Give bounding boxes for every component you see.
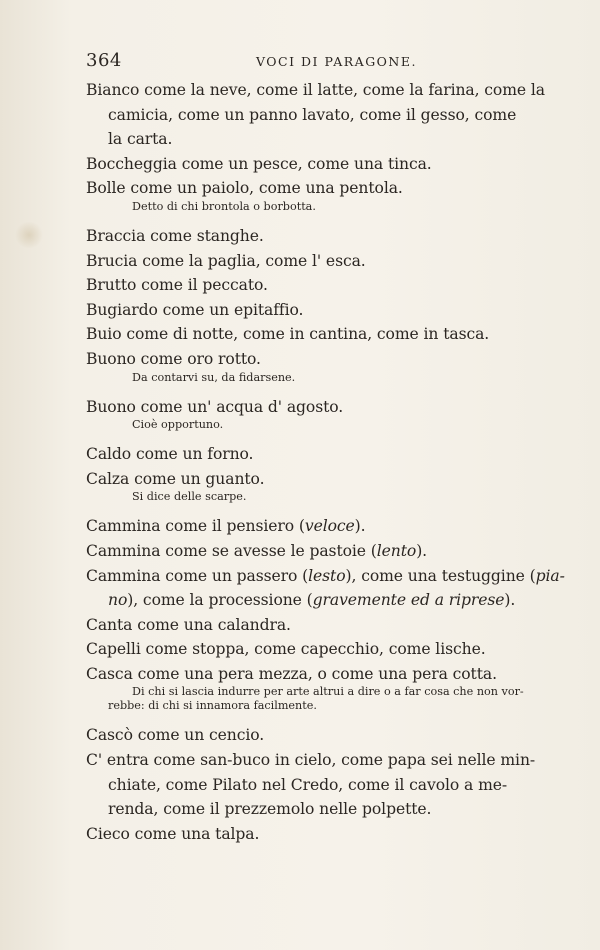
dictionary-entry bbox=[86, 637, 536, 662]
italic-gloss: veloce bbox=[304, 517, 355, 536]
italic-gloss: lesto bbox=[308, 566, 346, 585]
dictionary-entry bbox=[86, 152, 536, 177]
entry-line: Bolle come un paiolo, come una pentola. bbox=[86, 179, 403, 198]
entry-continuation-line: renda, come il prezzemolo nelle polpette. bbox=[108, 800, 432, 819]
entry-note: Di chi si lascia indurre per arte altrui a dire o a far cosa che non vor- bbox=[132, 685, 524, 699]
dictionary-entry bbox=[86, 322, 536, 347]
entry-line: Caldo come un forno. bbox=[86, 445, 254, 464]
entry-line: Calza come un guanto. bbox=[86, 469, 265, 488]
entry-line: Brucia come la paglia, come l' esca. bbox=[86, 251, 366, 270]
dictionary-entry bbox=[86, 249, 536, 274]
entry-line: Brutto come il peccato. bbox=[86, 276, 268, 295]
dictionary-entry bbox=[86, 564, 565, 613]
entry-line bbox=[86, 564, 565, 589]
entry-text: Cammina come un passero ( bbox=[86, 566, 309, 585]
running-head: VOCI DI PARAGONE. bbox=[256, 54, 417, 69]
entry-continuation-line: camicia, come un panno lavato, come il gesso, come bbox=[108, 105, 517, 124]
entry-text: ). bbox=[416, 541, 428, 560]
italic-gloss: gravemente ed a riprese bbox=[312, 591, 505, 610]
dictionary-body bbox=[86, 78, 565, 846]
entry-note: Detto di chi brontola o borbotta. bbox=[132, 199, 316, 213]
entry-line: Bianco come la neve, come il latte, come la farina, come la bbox=[86, 81, 545, 99]
page-header bbox=[86, 50, 556, 72]
dictionary-entry bbox=[86, 273, 536, 298]
entry-text: Cammina come se avesse le pastoie ( bbox=[86, 541, 377, 560]
dictionary-entry bbox=[86, 748, 536, 822]
entry-line: Boccheggia come un pesce, come una tinca. bbox=[86, 154, 432, 173]
italic-gloss: no bbox=[108, 591, 128, 610]
dictionary-entry bbox=[86, 467, 536, 515]
dictionary-entry bbox=[86, 78, 545, 152]
entry-line: Casca come una pera mezza, o come una pera cotta. bbox=[86, 664, 497, 683]
entry-continuation-line: chiate, come Pilato nel Credo, come il cavolo a me- bbox=[108, 775, 508, 794]
entry-line: Canta come una calandra. bbox=[86, 615, 291, 634]
entry-note: Da contarvi su, da fidarsene. bbox=[132, 370, 296, 384]
entry-continuation-line: la carta. bbox=[108, 130, 173, 149]
entry-line: Braccia come stanghe. bbox=[86, 226, 264, 245]
page-number: 364 bbox=[86, 50, 122, 71]
dictionary-entry bbox=[86, 395, 536, 443]
entry-line bbox=[86, 539, 536, 564]
italic-gloss: pia- bbox=[535, 566, 565, 585]
entry-line: C' entra come san-buco in cielo, come papa sei nelle min- bbox=[86, 751, 536, 770]
entry-line: Bugiardo come un epitaffio. bbox=[86, 300, 304, 319]
entry-line: Cieco come una talpa. bbox=[86, 824, 260, 843]
dictionary-entry bbox=[86, 224, 536, 249]
entry-text: ). bbox=[504, 591, 516, 610]
entry-line: Buono come oro rotto. bbox=[86, 349, 261, 368]
dictionary-entry bbox=[86, 539, 536, 564]
entry-line bbox=[86, 514, 536, 539]
dictionary-entry bbox=[86, 723, 536, 748]
entry-text: Cammina come il pensiero ( bbox=[86, 517, 305, 536]
entry-text: ), come una testuggine ( bbox=[345, 566, 536, 585]
entry-line: Capelli come stoppa, come capecchio, come lische. bbox=[86, 640, 486, 659]
entry-line: Buono come un' acqua d' agosto. bbox=[86, 397, 344, 416]
dictionary-entry bbox=[86, 662, 536, 724]
dictionary-entry bbox=[86, 822, 536, 847]
entry-note: rebbe: di chi si innamora facilmente. bbox=[108, 699, 317, 713]
dictionary-entry bbox=[86, 514, 536, 539]
paper-stain bbox=[14, 222, 44, 248]
entry-line: Cascò come un cencio. bbox=[86, 726, 265, 745]
entry-text: ). bbox=[354, 517, 366, 536]
entry-note: Si dice delle scarpe. bbox=[132, 490, 247, 504]
dictionary-entry bbox=[86, 298, 536, 323]
entry-text: ), come la processione ( bbox=[127, 591, 313, 610]
italic-gloss: lento bbox=[376, 541, 417, 560]
entry-line: Buio come di notte, come in cantina, come in tasca. bbox=[86, 325, 490, 344]
dictionary-entry bbox=[86, 347, 536, 395]
entry-note: Cioè opportuno. bbox=[132, 418, 224, 432]
entry-continuation-line bbox=[86, 588, 536, 613]
dictionary-entry bbox=[86, 176, 536, 224]
dictionary-entry bbox=[86, 442, 536, 467]
dictionary-entry bbox=[86, 613, 536, 638]
